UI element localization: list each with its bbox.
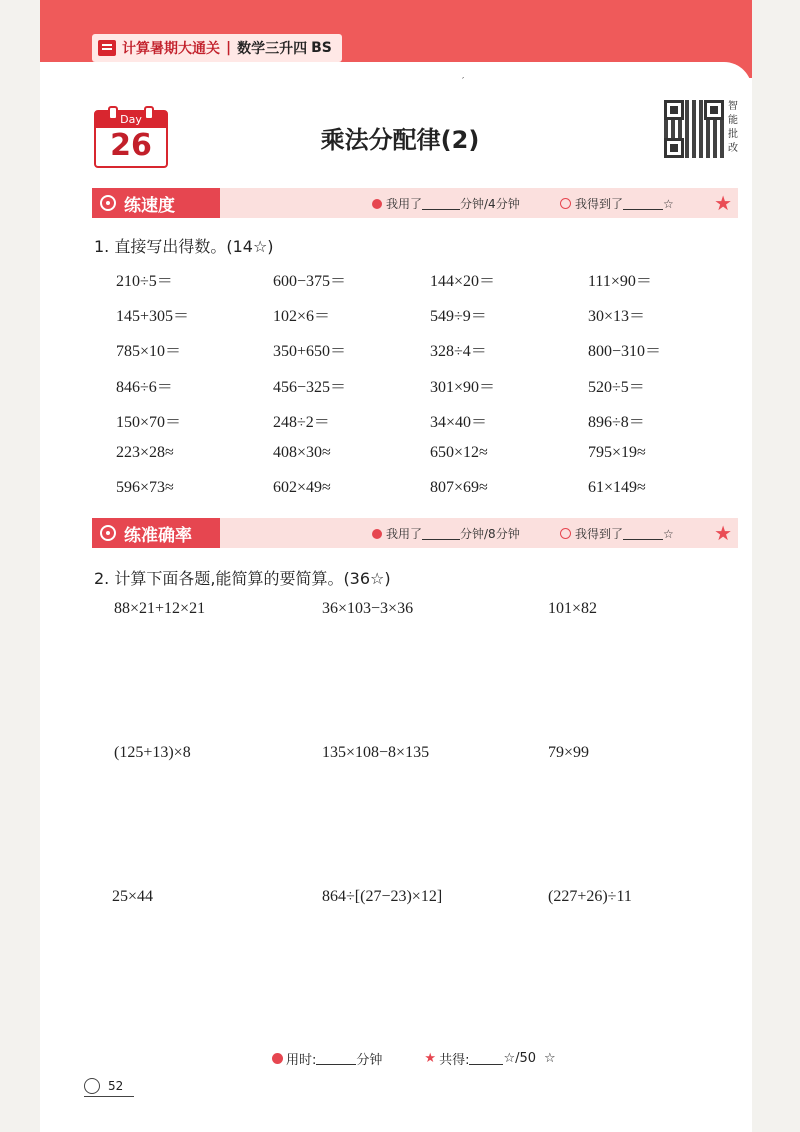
expression-item: 88×21+12×21 — [114, 600, 206, 617]
time-used — [372, 525, 520, 542]
score-got-blank[interactable] — [623, 527, 663, 540]
expression-item: (227+26)÷11 — [548, 888, 632, 905]
qr-finder — [664, 100, 684, 120]
calc-item: 785×10＝ — [116, 343, 182, 361]
calc-item: 223×28≈ — [116, 443, 174, 461]
star-decoration-icon: ★ — [714, 191, 732, 215]
footer-star: ☆ — [544, 1051, 556, 1066]
page-mark: ′ — [462, 76, 465, 87]
qr-finder — [704, 100, 724, 120]
calc-item: 549÷9＝ — [430, 308, 487, 326]
calc-item: 807×69≈ — [430, 479, 488, 497]
calc-item: 210÷5＝ — [116, 273, 173, 290]
score-got — [560, 525, 674, 542]
book-header-tab — [92, 34, 342, 62]
day-number: 26 — [110, 128, 152, 163]
oral-calc-grid — [116, 268, 716, 514]
expression-item: 79×99 — [548, 744, 590, 761]
section-speed-label — [92, 188, 220, 218]
calc-row — [116, 338, 716, 373]
binder-ring-icon — [144, 106, 154, 120]
time-used-prefix: 我用了 — [386, 197, 423, 211]
edition-label: BS — [311, 40, 332, 56]
footer-time-blank[interactable] — [316, 1052, 356, 1065]
binder-ring-icon — [108, 106, 118, 120]
page-title: 乘法分配律(2) — [320, 126, 480, 154]
star-decoration-icon: ★ — [714, 521, 732, 545]
time-used-suffix: 分钟/8分钟 — [460, 527, 520, 541]
book-title: 计算暑期大通关 — [122, 41, 220, 57]
calc-row — [116, 409, 716, 444]
calc-item: 248÷2＝ — [273, 413, 330, 431]
timer-icon — [372, 529, 382, 539]
footer-score-label: 共得: — [439, 1053, 470, 1068]
calc-item: 328÷4＝ — [430, 343, 487, 361]
check-icon — [560, 528, 571, 539]
expression-item: 36×103−3×36 — [322, 600, 414, 617]
calc-row — [116, 479, 716, 514]
calc-item: 800−310＝ — [588, 343, 662, 361]
section-accuracy-bar — [92, 518, 738, 548]
calc-item: 61×149≈ — [588, 479, 646, 497]
calc-item: 144×20＝ — [430, 273, 496, 290]
expression-item: 25×44 — [112, 888, 154, 905]
qr-code-icon[interactable] — [664, 100, 724, 158]
qr-finder — [664, 138, 684, 158]
score-got-suffix: ☆ — [663, 526, 674, 541]
calc-item: 111×90＝ — [588, 273, 652, 290]
time-used — [372, 195, 520, 212]
time-used-blank[interactable] — [422, 197, 460, 210]
section-speed-text: 练速度 — [124, 195, 175, 216]
calc-item: 846÷6＝ — [116, 378, 173, 396]
calc-item: 408×30≈ — [273, 443, 331, 461]
expression-item: 864÷[(27−23)×12] — [322, 888, 443, 905]
score-got-prefix: 我得到了 — [575, 527, 624, 541]
time-used-suffix: 分钟/4分钟 — [460, 197, 520, 211]
calc-item: 30×13＝ — [588, 308, 646, 326]
calc-item: 596×73≈ — [116, 479, 174, 497]
footer-summary — [272, 1049, 556, 1068]
calc-item: 650×12≈ — [430, 443, 488, 461]
calc-row — [116, 374, 716, 409]
alarm-clock-icon — [272, 1053, 283, 1064]
timer-icon — [372, 199, 382, 209]
calc-item: 350+650＝ — [273, 343, 347, 361]
footer-time-unit: 分钟 — [356, 1053, 383, 1068]
day-label: Day — [96, 112, 166, 128]
calc-item: 795×19≈ — [588, 443, 646, 461]
calc-item: 602×49≈ — [273, 479, 331, 497]
section-accuracy-label — [92, 518, 220, 548]
score-got — [560, 195, 674, 212]
expression-item: (125+13)×8 — [114, 744, 191, 761]
calc-item: 301×90＝ — [430, 378, 496, 396]
expression-item: 101×82 — [548, 600, 598, 617]
calc-item: 456−325＝ — [273, 378, 347, 396]
calc-item: 150×70＝ — [116, 413, 182, 431]
page-number: 52 — [108, 1079, 124, 1093]
footer-score-blank[interactable] — [469, 1052, 503, 1065]
page-curve — [40, 62, 752, 92]
calc-item: 145+305＝ — [116, 308, 190, 326]
question-2: 2. 计算下面各题,能简算的要简算。(36☆) — [94, 569, 391, 588]
calc-item: 600−375＝ — [273, 273, 347, 290]
calc-item: 34×40＝ — [430, 413, 488, 431]
page-underline — [84, 1096, 134, 1097]
score-got-suffix: ☆ — [663, 196, 674, 211]
stopwatch-icon — [100, 195, 116, 211]
star-icon: ★ — [424, 1051, 437, 1066]
header-separator: | — [226, 40, 232, 56]
book-icon — [98, 40, 116, 56]
score-got-blank[interactable] — [623, 197, 663, 210]
time-used-blank[interactable] — [422, 527, 460, 540]
calc-item: 520÷5＝ — [588, 378, 645, 396]
question-1: 1. 直接写出得数。(14☆) — [94, 237, 274, 256]
time-used-prefix: 我用了 — [386, 527, 423, 541]
target-icon — [100, 525, 116, 541]
calc-item: 102×6＝ — [273, 308, 331, 326]
section-speed-bar — [92, 188, 738, 218]
section-accuracy-text: 练准确率 — [124, 525, 192, 546]
footer-time-label: 用时: — [286, 1053, 317, 1068]
calc-row — [116, 303, 716, 338]
calc-row — [116, 268, 716, 303]
footer-score-suffix: ☆/50 — [503, 1051, 537, 1066]
calc-item: 896÷8＝ — [588, 413, 645, 431]
score-got-prefix: 我得到了 — [575, 197, 624, 211]
expression-item: 135×108−8×135 — [322, 744, 430, 761]
subject-label: 数学三升四 — [237, 41, 308, 57]
qr-caption: 智能批改 — [728, 101, 738, 154]
page-number-area — [84, 1078, 123, 1094]
calc-row — [116, 444, 716, 479]
check-icon — [560, 198, 571, 209]
sun-icon — [84, 1078, 100, 1094]
